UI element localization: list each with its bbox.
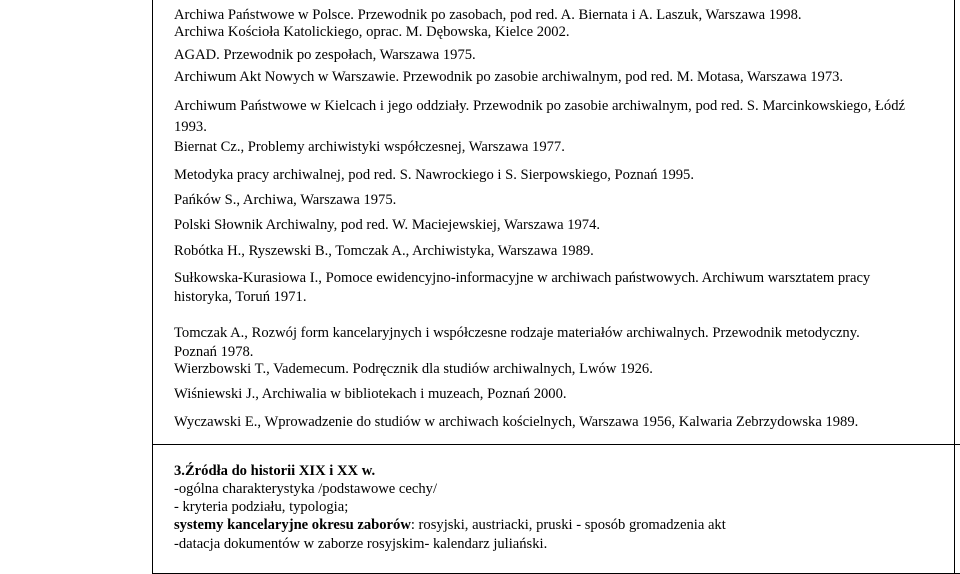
table-right-border [954, 0, 955, 574]
section-line: -ogólna charakterystyka /podstawowe cechy/ [174, 481, 437, 497]
bib-entry: Pańków S., Archiwa, Warszawa 1975. [174, 192, 397, 208]
section-bold-term: systemy kancelaryjne okresu zaborów [174, 517, 411, 533]
table-left-border [152, 0, 153, 574]
bib-entry: Sułkowska-Kurasiowa I., Pomoce ewidencyjno-informacyjne w archiwach państwowych. Archiwum warsztatem pracy [174, 270, 871, 286]
bib-entry: Robótka H., Ryszewski B., Tomczak A., Archiwistyka, Warszawa 1989. [174, 243, 594, 259]
row-divider [152, 444, 960, 445]
bib-entry: Archiwum Akt Nowych w Warszawie. Przewodnik po zasobie archiwalnym, pod red. M. Motasa, Warszawa 1973. [174, 69, 844, 85]
bib-entry: Wyczawski E., Wprowadzenie do studiów w archiwach kościelnych, Warszawa 1956, Kalwaria Zebrzydowska 1989. [174, 414, 859, 430]
bib-entry: Wiśniewski J., Archiwalia w bibliotekach i muzeach, Poznań 2000. [174, 386, 567, 402]
bib-entry: Tomczak A., Rozwój form kancelaryjnych i współczesne rodzaje materiałów archiwalnych. Przewodnik metodyczny. [174, 325, 860, 341]
section-term-detail: : rosyjski, austriacki, pruski - sposób gromadzenia akt [410, 517, 726, 533]
section-heading: 3.Źródła do historii XIX i XX w. [174, 463, 376, 479]
bib-entry: Archiwa Kościoła Katolickiego, oprac. M. Dębowska, Kielce 2002. [174, 24, 570, 40]
bib-entry: AGAD. Przewodnik po zespołach, Warszawa 1975. [174, 47, 476, 63]
bib-entry: Biernat Cz., Problemy archiwistyki współczesnej, Warszawa 1977. [174, 139, 565, 155]
bib-entry: Poznań 1978. [174, 344, 254, 360]
bib-entry: 1993. [174, 119, 207, 135]
bib-entry: Archiwum Państwowe w Kielcach i jego oddziały. Przewodnik po zasobie archiwalnym, pod red. S. Marcinkowskiego, Łódź [174, 98, 905, 114]
bib-entry: Metodyka pracy archiwalnej, pod red. S. Nawrockiego i S. Sierpowskiego, Poznań 1995. [174, 167, 694, 183]
bib-entry: historyka, Toruń 1971. [174, 289, 307, 305]
bib-entry: Wierzbowski T., Vademecum. Podręcznik dla studiów archiwalnych, Lwów 1926. [174, 361, 653, 377]
section-line-mixed [174, 516, 726, 534]
bib-entry: Archiwa Państwowe w Polsce. Przewodnik po zasobach, pod red. A. Biernata i A. Laszuk, Warszawa 1998. [174, 7, 802, 23]
bib-entry: Polski Słownik Archiwalny, pod red. W. Maciejewskiej, Warszawa 1974. [174, 217, 601, 233]
section-line: -datacja dokumentów w zaborze rosyjskim- kalendarz juliański. [174, 536, 548, 552]
section-line: - kryteria podziału, typologia; [174, 499, 349, 515]
